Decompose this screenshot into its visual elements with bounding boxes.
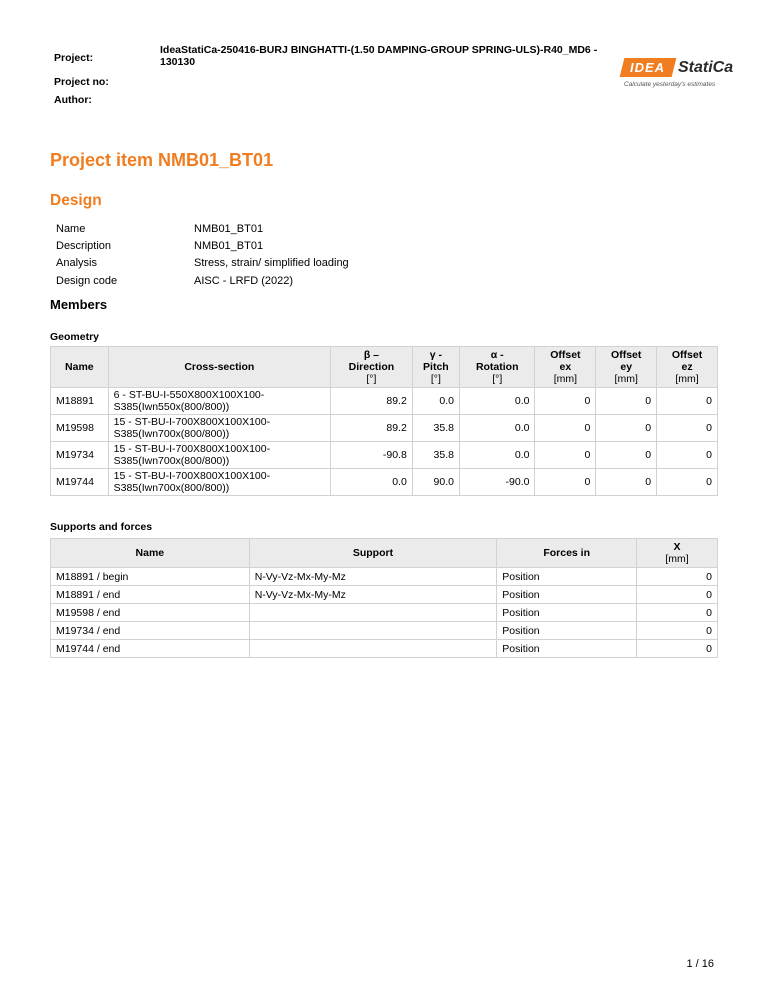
cell-ez: 0 <box>657 442 718 469</box>
cell-ey: 0 <box>596 442 657 469</box>
cell-forces-in: Position <box>497 640 637 658</box>
cell-ey: 0 <box>596 415 657 442</box>
column-header-unit: [mm] <box>665 553 689 565</box>
column-header-unit: [°] <box>366 373 377 385</box>
column-header-label: β – Direction <box>348 349 395 373</box>
column-header-label: Support <box>352 547 394 559</box>
column-header-label: Forces in <box>543 547 591 559</box>
design-row <box>56 272 349 289</box>
cell-ex: 0 <box>535 388 596 415</box>
supports-row <box>51 640 718 658</box>
geometry-table <box>50 346 718 496</box>
column-header <box>596 347 657 388</box>
supports-heading: Supports and forces <box>50 521 153 533</box>
cell-pitch: 90.0 <box>412 469 459 496</box>
column-header-label: Name <box>135 547 165 559</box>
supports-table <box>50 538 718 658</box>
cell-ez: 0 <box>657 469 718 496</box>
cell-name: M19744 / end <box>51 640 250 658</box>
supports-row <box>51 622 718 640</box>
page-title: Project item NMB01_BT01 <box>50 150 274 170</box>
cell-support <box>249 604 497 622</box>
cell-rot: 0.0 <box>459 415 535 442</box>
design-value: NMB01_BT01 <box>194 222 264 235</box>
column-header <box>535 347 596 388</box>
supports-row <box>51 586 718 604</box>
cell-forces-in: Position <box>497 586 637 604</box>
design-row <box>56 237 349 254</box>
design-value: AISC - LRFD (2022) <box>194 274 294 287</box>
cell-rot: 0.0 <box>459 388 535 415</box>
cell-rot: -90.0 <box>459 469 535 496</box>
column-header-unit: [mm] <box>553 373 578 385</box>
cell-dir: 0.0 <box>331 469 413 496</box>
cell-ex: 0 <box>535 415 596 442</box>
column-header-unit: [°] <box>430 373 441 385</box>
project-label: Project: <box>54 52 94 64</box>
cell-cs: 15 - ST-BU-I-700X800X100X100-S385(Iwn700x(800/800)) <box>108 469 330 496</box>
design-row <box>56 220 349 237</box>
cell-name: M19744 <box>51 469 109 496</box>
design-key: Name <box>56 222 86 235</box>
cell-ey: 0 <box>596 388 657 415</box>
geometry-row <box>51 415 718 442</box>
design-key: Analysis <box>56 257 97 270</box>
cell-ez: 0 <box>657 415 718 442</box>
column-header <box>412 347 459 388</box>
cell-name: M19598 <box>51 415 109 442</box>
column-header-label: Cross-section <box>184 361 255 373</box>
cell-forces-in: Position <box>497 568 637 586</box>
design-key: Description <box>56 239 112 252</box>
cell-name: M19734 <box>51 442 109 469</box>
author-label: Author: <box>54 94 92 106</box>
column-header-label: Name <box>65 361 94 373</box>
geometry-row <box>51 442 718 469</box>
cell-rot: 0.0 <box>459 442 535 469</box>
column-header-label: α - Rotation <box>475 349 519 373</box>
logo-tagline: Calculate yesterday's estimates <box>624 81 716 88</box>
design-value: Stress, strain/ simplified loading <box>194 257 349 270</box>
cell-dir: 89.2 <box>331 388 413 415</box>
cell-support: N-Vy-Vz-Mx-My-Mz <box>249 586 497 604</box>
design-key: Design code <box>56 274 118 287</box>
cell-name: M18891 <box>51 388 109 415</box>
column-header-label: Offset ey <box>611 349 642 373</box>
cell-ex: 0 <box>535 442 596 469</box>
cell-cs: 6 - ST-BU-I-550X800X100X100-S385(Iwn550x(800/800)) <box>108 388 330 415</box>
column-header-label: Offset ex <box>550 349 581 373</box>
cell-x: 0 <box>637 568 718 586</box>
column-header <box>249 539 497 568</box>
cell-forces-in: Position <box>497 622 637 640</box>
cell-support <box>249 640 497 658</box>
cell-dir: 89.2 <box>331 415 413 442</box>
project-no-label: Project no: <box>54 76 109 88</box>
cell-ez: 0 <box>657 388 718 415</box>
logo-idea-box <box>620 58 677 77</box>
cell-name: M18891 / begin <box>51 568 250 586</box>
design-heading: Design <box>50 192 102 209</box>
column-header-unit: [mm] <box>675 373 699 385</box>
cell-x: 0 <box>637 622 718 640</box>
supports-row <box>51 604 718 622</box>
column-header-unit: [mm] <box>614 373 638 385</box>
cell-support <box>249 622 497 640</box>
cell-cs: 15 - ST-BU-I-700X800X100X100-S385(Iwn700x(800/800)) <box>108 415 330 442</box>
cell-pitch: 35.8 <box>412 415 459 442</box>
column-header <box>51 539 250 568</box>
column-header <box>497 539 637 568</box>
cell-pitch: 0.0 <box>412 388 459 415</box>
page-number: 1 / 16 <box>686 958 714 970</box>
cell-support: N-Vy-Vz-Mx-My-Mz <box>249 568 497 586</box>
column-header-label: X <box>673 541 681 553</box>
cell-x: 0 <box>637 604 718 622</box>
cell-cs: 15 - ST-BU-I-700X800X100X100-S385(Iwn700x(800/800)) <box>108 442 330 469</box>
cell-x: 0 <box>637 586 718 604</box>
cell-dir: -90.8 <box>331 442 413 469</box>
column-header <box>637 539 718 568</box>
members-heading: Members <box>50 297 108 312</box>
design-value: NMB01_BT01 <box>194 239 264 252</box>
column-header-label: Offset ez <box>671 349 703 373</box>
column-header <box>331 347 413 388</box>
column-header-label: γ - Pitch <box>423 349 449 373</box>
design-row <box>56 255 349 272</box>
design-table <box>56 220 349 289</box>
idea-statica-logo <box>622 58 734 92</box>
column-header <box>108 347 330 388</box>
geometry-row <box>51 469 718 496</box>
cell-name: M18891 / end <box>51 586 250 604</box>
logo-idea-text: IDEA <box>630 60 666 75</box>
geometry-heading: Geometry <box>50 331 100 343</box>
column-header-unit: [°] <box>492 373 503 385</box>
logo-statica-text: StatiCa <box>678 59 734 76</box>
column-header <box>657 347 718 388</box>
project-value: IdeaStatiCa-250416-BURJ BINGHATTI-(1.50 DAMPING-GROUP SPRING-ULS)-R40_MD6 - 130130 <box>160 44 598 68</box>
cell-name: M19598 / end <box>51 604 250 622</box>
supports-row <box>51 568 718 586</box>
column-header <box>459 347 535 388</box>
cell-forces-in: Position <box>497 604 637 622</box>
column-header <box>51 347 109 388</box>
cell-pitch: 35.8 <box>412 442 459 469</box>
geometry-row <box>51 388 718 415</box>
cell-x: 0 <box>637 640 718 658</box>
cell-ex: 0 <box>535 469 596 496</box>
cell-ey: 0 <box>596 469 657 496</box>
cell-name: M19734 / end <box>51 622 250 640</box>
